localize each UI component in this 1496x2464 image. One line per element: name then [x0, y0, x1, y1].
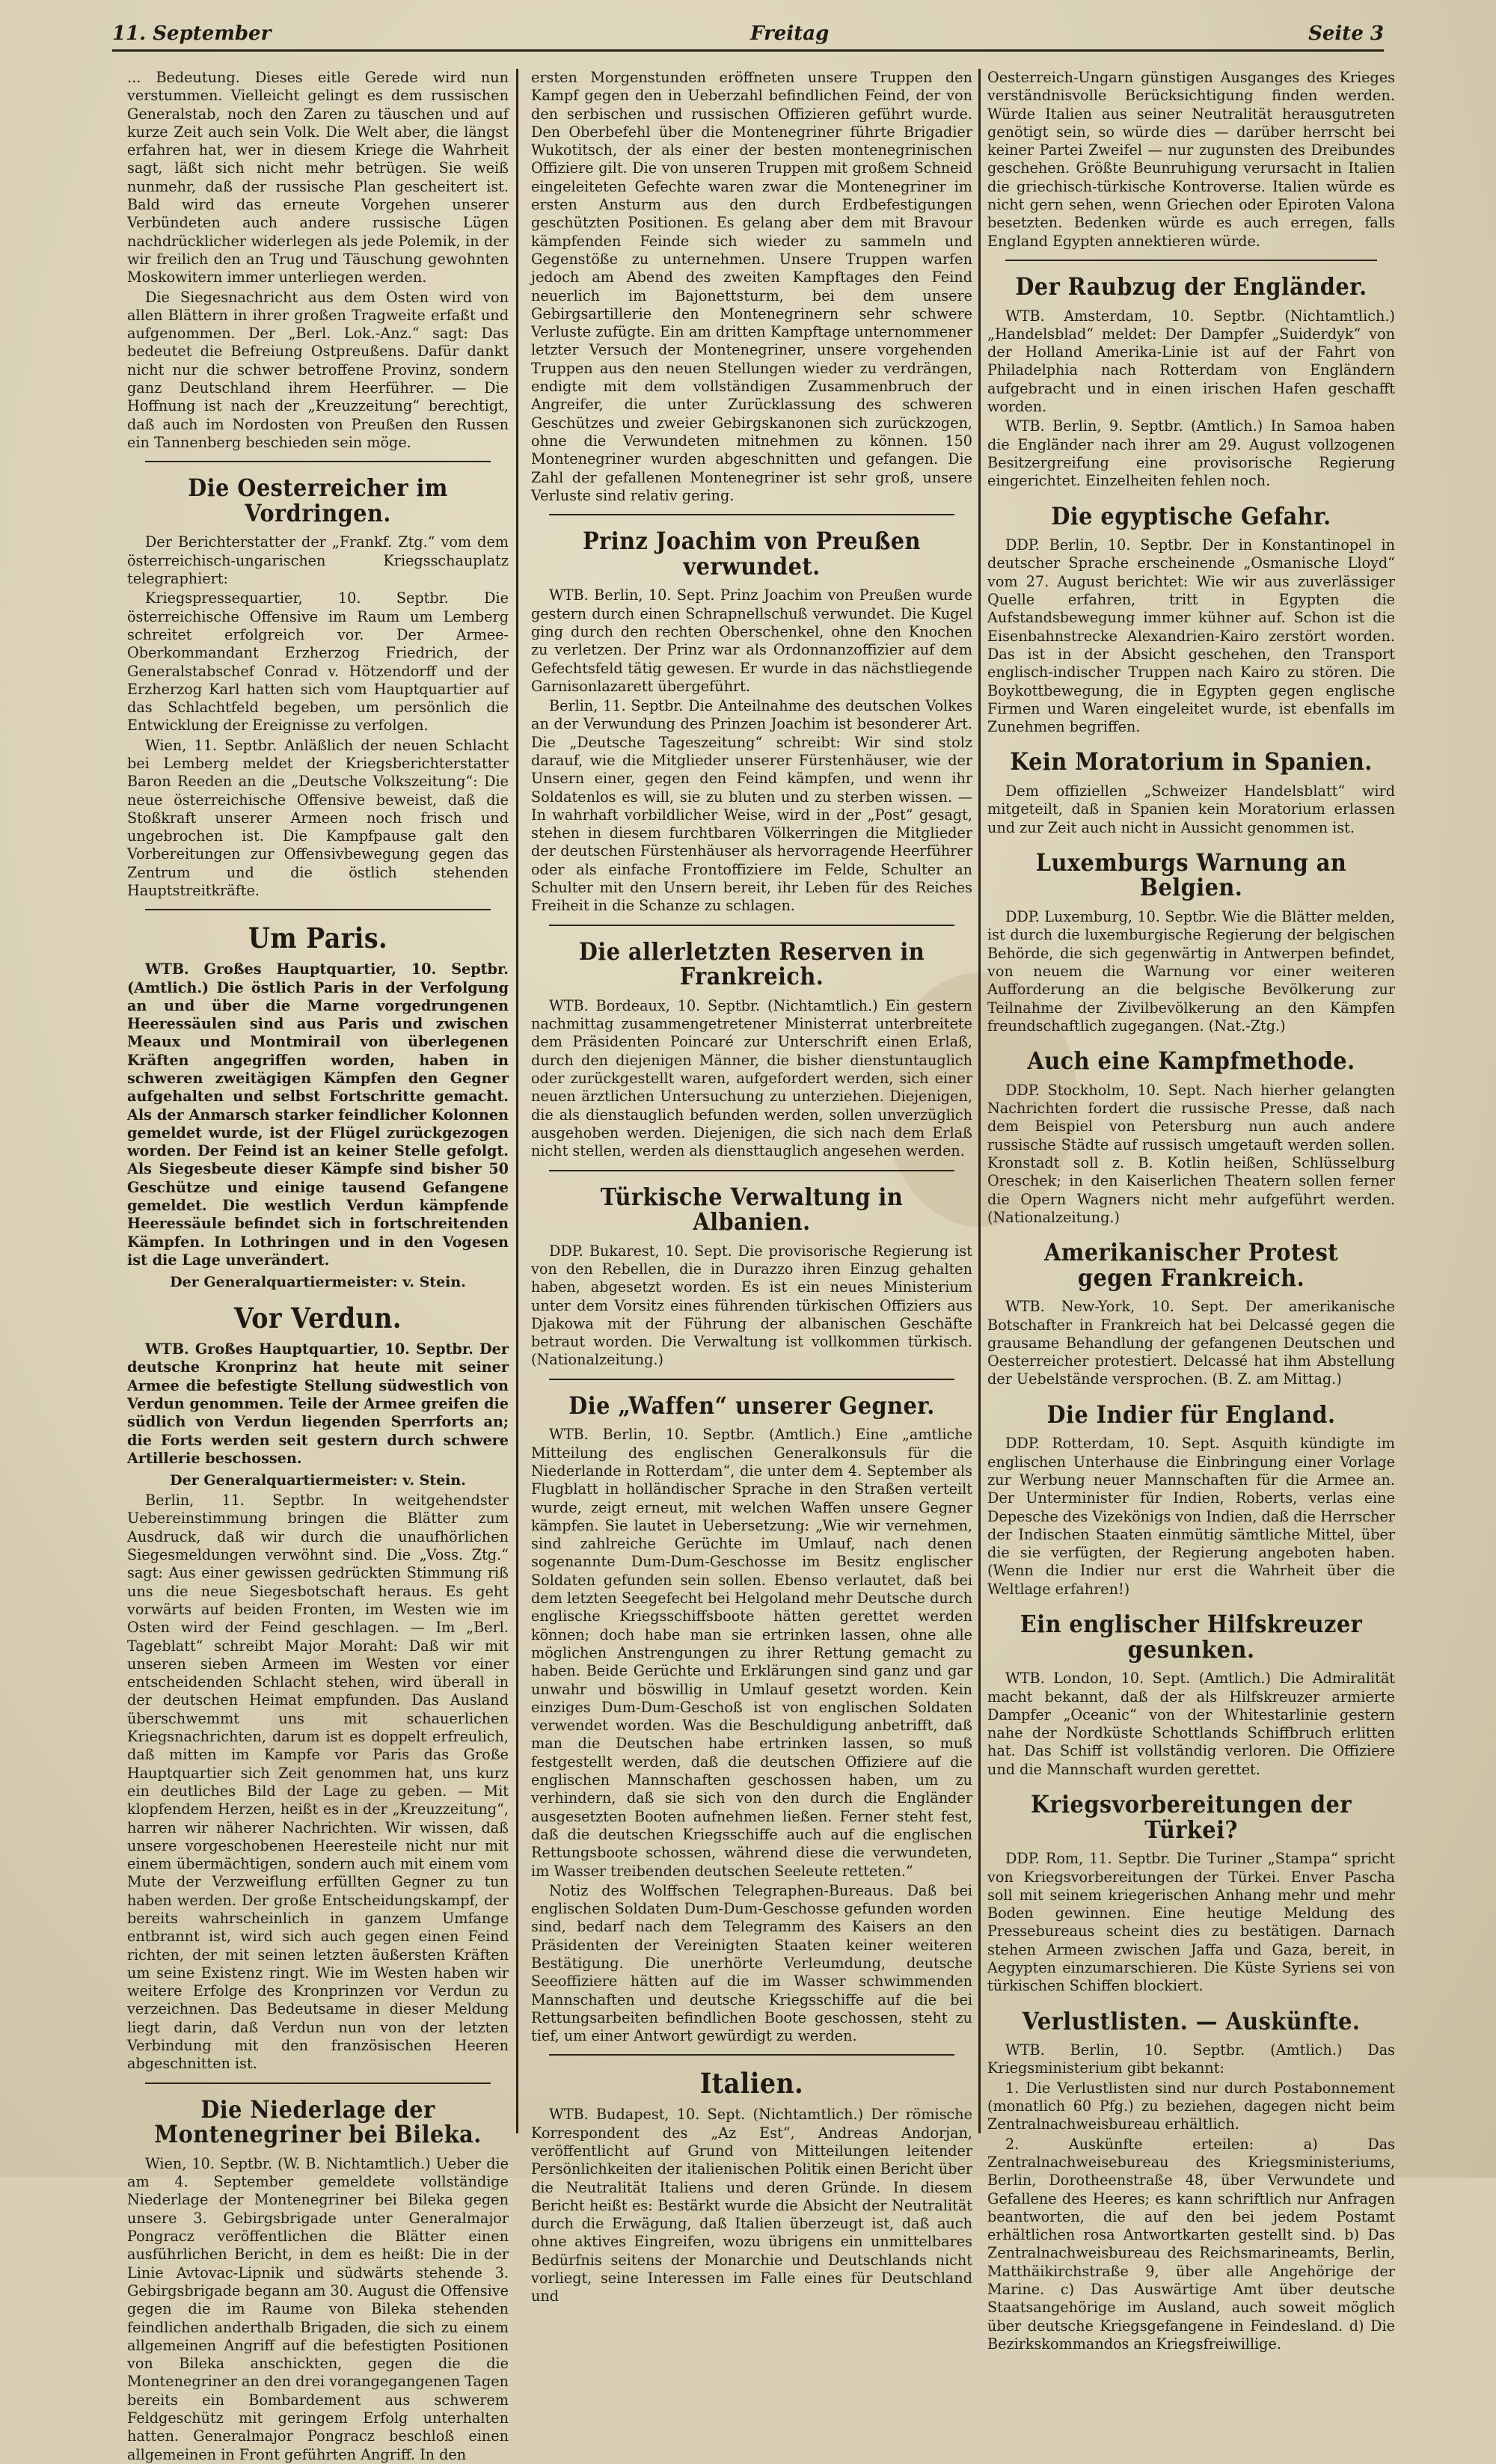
article-paragraph: Berlin, 11. Septbr. In weitgehendster Uebereinstimmung bringen die Blätter zum Ausdruck, daß wir durch die unaufhörlichen Siegesmeldungen verwöhnt sind. Die „Voss. Ztg.“ sagt: Aus einer gewissen gedrückten Stimmung riß uns die neue Siegesbotschaft heraus. Es geht vorwärts auf beiden Fronten, im Westen wie im Osten wird der Feind geschlagen. — Im „Berl. Tageblatt“ schreibt Major Moraht: Daß wir mit unseren sieben Armeen im Westen vor einer entscheidenden Schlacht stehen, wird überall in der deutschen Heimat empfunden. Das Ausland überschwemmt uns mit schauerlichen Kriegsnachrichten, darum ist es doppelt erfreulich, daß mitten im Kampfe vor Paris das Große Hauptquartier sich Zeit genommen hat, uns kurz ein deutliches Bild der Lage zu geben. — Mit klopfendem Herzen, heißt es in der „Kreuzzeitung“, harren wir näherer Nachrichten. Wir wissen, daß unsere vorgeschobenen Heeresteile nicht nur mit einem übermächtigen, sondern auch mit einem vom Mute der Verzweiflung erfüllten Gegner zu tun haben werden. Der große Entscheidungskampf, der bereits wahrscheinlich in ganzem Umfange entbrannt ist, wird sich auch gegen einen Feind richten, der mit seinen letzten äußersten Kräften um seine Existenz ringt. Wie im Westen haben wir weitere Erfolge des Kronprinzen vor Verdun zu verzeichnen. Das Bedeutsame in dieser Meldung liegt darin, daß Verdun nun von der letzten Verbindung mit den französischen Heeren abgeschnitten ist. — [127, 1492, 509, 2073]
article-paragraph: WTB. Berlin, 10. Septbr. (Amtlich.) Das Kriegsministerium gibt bekannt: — [987, 2041, 1395, 2077]
article-paragraph: Oesterreich-Ungarn günstigen Ausganges des Krieges verständnisvolle Berücksichtigung finden werden. Würde Italien aus seiner Neutralität herausgutreten genötigt sein, so würde dies — darüber herrscht bei keiner Partei Zweifel — nur zugunsten des Dreibundes geschehen. Größte Beunruhigung verursacht in Italien die griechisch-türkische Kontroverse. Italien würde es nicht gern sehen, wenn Griechen oder Epiroten Valona besetzten. Bedenken würde es auch erregen, falls England Egypten annektieren würde. — [987, 69, 1395, 250]
article-divider — [549, 1170, 954, 1171]
article-divider — [145, 461, 491, 462]
article-paragraph: 1. Die Verlustlisten sind nur durch Postabonnement (monatlich 60 Pfg.) zu beziehen, dagegen nicht beim Zentralnachweisbureau erhältlich. — [987, 2079, 1395, 2133]
article-headline: Kein Moratorium in Spanien. — [1010, 747, 1373, 776]
article-headline: Der Raubzug der Engländer. — [1015, 272, 1367, 301]
article-headline: Italien. — [699, 2067, 804, 2100]
article-headline: Verlustlisten. — Auskünfte. — [1022, 2006, 1361, 2035]
article-amerikanischer-protest — [987, 1240, 1395, 1389]
column-rule — [978, 69, 981, 2133]
article-paragraph: WTB. London, 10. Sept. (Amtlich.) Die Admiralität macht bekannt, daß der als Hilfskreuzer armierte Dampfer „Oceanic“ von der Whitestarlinie gestern nahe der Nordküste Schottlands Schiffbruch erlitten hat. Das Schiff ist vollständig verloren. Die Offiziere und die Mannschaft wurden gerettet. — [987, 1670, 1395, 1778]
article-divider — [145, 2083, 491, 2084]
article-headline: Die egyptische Gefahr. — [1051, 501, 1331, 530]
article-paragraph: WTB. Großes Hauptquartier, 10. Septbr. Der deutsche Kronprinz hat heute mit seiner Armee die befestigte Stellung südwestlich von Verdun genommen. Teile der Armee greifen die südlich von Verdun liegenden Sperrforts an; die Forts werden seit gestern durch schwere Artillerie beschossen. — [127, 1340, 509, 1467]
article-paragraph: ... Bedeutung. Dieses eitle Gerede wird nun verstummen. Vielleicht gelingt es dem russischen Generalstab, noch den Zaren zu täuschen und auf kurze Zeit auch sein Volk. Die Welt aber, die längst erfahren hat, wer in diesem Kriege die Wahrheit sagt, läßt sich nicht mehr betrügen. Sie weiß nunmehr, daß der russische Plan gescheitert ist. Bald wird das erneute Vorgehen unserer Verbündeten auch andere russische Lügen nachdrücklicher widerlegen als jede Polemik, in der wir freilich den an Trug und Täuschung gewohnten Moskowitern immer unterliegen werden. — [127, 69, 509, 286]
article-divider — [145, 909, 491, 910]
article-montenegriner — [127, 2094, 509, 2464]
article-divider — [549, 925, 954, 926]
article-paragraph: WTB. Bordeaux, 10. Septbr. (Nichtamtlich.) Ein gestern nachmittag zusammengetretener Ministerrat unterbreitete dem Präsidenten Poincaré zur Unterschrift einen Erlaß, durch den diejenigen Männer, die bisher dienstuntauglich oder zurückgestellt waren, aufgefordert werden, sich einer neuen ärztlichen Untersuchung zu unterziehen. Diejenigen, die als dienstauglich befunden werden, sollen unverzüglich ausgehoben werden. Diejenigen, die sich nach dem Erlaß nicht stellen, werden als diensttauglich angesehen werden. — [531, 996, 972, 1160]
article-albanien — [531, 1182, 972, 1370]
article-paragraph: Wien, 10. Septbr. (W. B. Nichtamtlich.) Ueber die am 4. September gemeldete vollständige Niederlage der Montenegriner bei Bileka gegen unsere 3. Gebirgsbrigade unter Generalmajor Pongracz veröffentlichen die Blätter einen ausführlichen Bericht, in dem es heißt: Die in der Linie Avtovac-Lipnik und südwärts stehende 3. Gebirgsbrigade begann am 30. August die Offensive gegen die im Raume von Bileka stehenden feindlichen anderthalb Brigaden, die sich zu einem allgemeinen Angriff auf die befestigten Positionen von Bileka anschickten, gegen die die Montenegriner an den drei vorangegangenen Tagen bereits ein Bombardement aus schwerem Feldgeschütz mit geringem Erfolg unterhalten hatten. Generalmajor Pongracz beschloß einen allgemeinen in Front geführten Angriff. In den — [127, 2154, 509, 2463]
article-luxemburg — [987, 848, 1395, 1035]
article-paragraph: Der Berichterstatter der „Frankf. Ztg.“ vom dem österreichisch-ungarischen Kriegsschauplatz telegraphiert: — [127, 533, 509, 588]
article-divider — [1005, 260, 1377, 261]
article-vor-verdun — [127, 1304, 509, 2073]
article-paragraph: WTB. Berlin, 10. Septbr. (Amtlich.) Eine „amtliche Mitteilung des englischen Generalkonsuls für die Niederlande in Rotterdam“, die unter dem 4. September als Flugblatt in holländischer Sprache in den Straßen verteilt wurde, zeigt erneut, mit welchen Waffen unsere Gegner kämpfen. Sie lautet in Uebersetzung: „Wie wir vernehmen, sind zahlreiche Gerüchte im Umlauf, nach denen sogenannte Dum-Dum-Geschosse im Besitz englischer Soldaten gefunden sein sollen. Ebenso verlautet, daß bei dem letzten Seegefecht bei Helgoland mehr Deutsche durch englische Kriegsschiffsboote hätten gerettet werden können; doch habe man sie ertrinken lassen, ohne alle möglichen Anstrengungen zu ihrer Rettung gemacht zu haben. Beide Gerüchte und Erklärungen sind ganz und gar unwahr und böswillig in Umlauf gesetzt worden. Kein einziges Dum-Dum-Geschoß ist von englischen Soldaten verwendet worden. Was die Beschuldigung anbetrifft, daß man die Deutschen habe ertrinken lassen, so muß festgestellt werden, daß die deutschen Offiziere auf die englischen Mannschaften geschossen haben, um zu verhindern, daß sie sich von den durch die Engländer ausgesetzten Booten aufnehmen ließen. Ferner steht fest, daß die deutschen Kriegsschiffe auch auf die englischen Rettungsboote schossen, während diese die verwundeten, im Wasser treibenden deutschen Seeleute retteten.“ — [531, 1426, 972, 1880]
column-3 — [987, 69, 1395, 2353]
article-paragraph: ersten Morgenstunden eröffneten unsere Truppen den Kampf gegen den in Ueberzahl befindlichen Feind, der von den serbischen und russischen Offizieren geführt wurde. Den Oberbefehl über die Montenegriner führte Brigadier Wukotitsch, der als einer der besten montenegrinischen Offiziere gilt. Die von unseren Truppen mit großem Schneid eingeleiteten Gefechte waren zwar die Montenegriner im ersten Ansturm aus den durch Erdbefestigungen geschützten Positionen. Es gelang aber dem mit Bravour kämpfenden Feinde sich wieder zu sammeln und Gegenstöße zu unternehmen. Unsere Truppen warfen jedoch am Abend des zweiten Kampftages den Feind neuerlich im Bajonettsturm, bei dem unsere Gebirgsartillerie den Montenegrinern sehr schwere Verluste zufügte. Ein am dritten Kampftage unternommener letzter Versuch der Montenegriner, unsere vorgehenden Truppen aus den neuen Stellungen wieder zu verdrängen, endigte mit dem vollständigen Zusammenbruch der Angreifer, die unter Zurücklassung des schweren Geschützes und zweier Gebirgskanonen sich zurückzogen, ohne die Verwundeten mitnehmen zu können. 150 Montenegriner wurden abgeschnitten und gefangen. Die Zahl der gefallenen Montenegriner ist sehr groß, unsere Verluste sind relativ gering. — [531, 69, 972, 504]
article-divider — [549, 1379, 954, 1380]
article-divider — [549, 2054, 954, 2056]
article-paragraph: DDP. Stockholm, 10. Sept. Nach hierher gelangten Nachrichten fordert die russische Presse, daß nach dem Beispiel von Petersburg nun auch andere russische Städte auf russisch umgetauft werden sollen. Kronstadt soll z. B. Kotlin heißen, Schlüsselburg Oreschek; in den Kaiserlichen Theatern sollen ferner die Opern Wagners nicht mehr aufgeführt werden. (Nationalzeitung.) — [987, 1081, 1395, 1226]
article-headline: Die allerletzten Reserven in Frankreich. — [578, 937, 925, 991]
article-headline: Türkische Verwaltung in Albanien. — [600, 1182, 904, 1236]
article-um-paris — [127, 924, 509, 1290]
column-rule — [516, 69, 518, 2133]
article-paragraph: WTB. Budapest, 10. Sept. (Nichtamtlich.) Der römische Korrespondent des „Az Est“, Andreas Andorjan, veröffentlicht auf Grund von Mitteilungen leitender Persönlichkeiten der italienischen Politik einen Bericht über die Neutralität Italiens und deren Gründe. In diesem Bericht heißt es: Bestärkt wurde die Absicht der Neutralität durch die Erwägung, daß Italien überzeugt ist, daß auch ohne aktives Eingreifen, wozu übrigens ein unmittelbares Bedürfnis seitens der Monarchie und Deutschlands nicht vorliegt, seine Interessen im Falle eines für Deutschland und — [531, 2106, 972, 2305]
article-italien — [531, 2069, 972, 2305]
article-paragraph: DDP. Bukarest, 10. Sept. Die provisorische Regierung ist von den Rebellen, die in Durazzo ihren Einzug gehalten haben, abgesetzt worden. Es ist ein neues Ministerium unter dem Vorsitz eines führenden türkischen Offiziers aus Djakowa mit der Führung der albanischen Geschäfte betraut worden. Die Verwaltung ist vollkommen türkisch. (Nationalzeitung.) — [531, 1242, 972, 1369]
article-paragraph: WTB. Großes Hauptquartier, 10. Septbr. (Amtlich.) Die östlich Paris in der Verfolgung an und über die Marne vorgedrungenen Heeressäulen sind aus Paris und zwischen Meaux und Montmirail von überlegenen Kräften angegriffen worden, haben in schweren zweitägigen Kämpfen den Gegner aufgehalten und selbst Fortschritte gemacht. Als der Anmarsch starker feindlicher Kolonnen gemeldet wurde, ist der Flügel zurückgezogen worden. Der Feind ist an keiner Stelle gefolgt. Als Siegesbeute dieser Kämpfe sind bisher 50 Geschütze und einige tausend Gefangene gemeldet. Die westlich Verdun kämpfende Heeressäule befindet sich in fortschreitenden Kämpfen. In Lothringen und in den Vogesen ist die Lage unverändert. — [127, 960, 509, 1269]
article-continuation — [531, 69, 972, 505]
article-headline: Vor Verdun. — [234, 1302, 402, 1335]
article-headline: Die Niederlage der Montenegriner bei Bileka. — [154, 2094, 482, 2149]
article-paragraph: DDP. Luxemburg, 10. Septbr. Wie die Blätter melden, ist durch die luxemburgische Regierung der belgischen Behörde, die sich gegenwärtig in Antwerpen befindet, von neuem die Warnung vor einer weiteren Aufforderung an die belgische Bevölkerung zur Teilnahme der Zivilbevölkerung an den Kämpfen freundschaftlich zugegangen. (Nat.-Ztg.) — [987, 908, 1395, 1035]
article-paragraph: DDP. Berlin, 10. Septbr. Der in Konstantinopel in deutscher Sprache erscheinende „Osmanische Lloyd“ vom 27. August berichtet: Wie wir aus zuverlässiger Quelle erfahren, tritt in Egypten die Aufstandsbewegung immer kühner auf. Schon ist die Eisenbahnstrecke Alexandrien-Kairo zerstört worden. Das ist in der Absicht geschehen, den Transport englisch-indischer Truppen nach Kairo zu stören. Die Boykottbewegung, die in Egypten gegen englische Firmen und Waren eingeleitet wurde, ist ebenfalls im Zunehmen begriffen. — [987, 536, 1395, 736]
article-headline: Um Paris. — [248, 922, 388, 955]
article-divider — [549, 514, 954, 515]
article-signature: Der Generalquartiermeister: v. Stein. — [170, 1274, 466, 1291]
article-waffen-gegner — [531, 1391, 972, 2046]
article-indier — [987, 1400, 1395, 1599]
article-headline: Prinz Joachim von Preußen verwundet. — [583, 527, 921, 580]
article-oesterreicher — [127, 476, 509, 900]
issue-date: 11. September — [112, 22, 272, 45]
article-paragraph: 2. Auskünfte erteilen: a) Das Zentralnachweisebureau des Kriegsministeriums, Berlin, Dorotheenstraße 48, über Verwundete und Gefallene des Heeres; es kann schriftlich nur Anfragen beantworten, die auf den bei jedem Postamt erhältlichen rosa Antwortkarten gestellt sind. b) Das Zentralnachweisbureau des Reichsmarineamts, Berlin, Matthäikirchstraße 9, über alle Angehörige der Marine. c) Das Auswärtige Amt über deutsche Staatsangehörige im Ausland, auch soweit möglich über deutsche Kriegsgefangene in Feindesland. d) Die Bezirkskommandos an Kriegsfreiwillige. — [987, 2135, 1395, 2353]
article-signature: Der Generalquartiermeister: v. Stein. — [170, 1472, 466, 1489]
article-headline: Die Indier für England. — [1046, 1400, 1336, 1429]
article-tuerkei — [987, 1792, 1395, 1996]
article-paragraph: DDP. Rom, 11. Septbr. Die Turiner „Stampa“ spricht von Kriegsvorbereitungen der Türkei. Enver Pascha soll mit seinem kriegerischen Anhang mehr und mehr Boden gewinnen. Eine heutige Meldung des Pressebureaus scheint dies zu bestätigen. Darnach stehen Armeen zwischen Jaffa und Gaza, bereit, in Aegypten einzumarschieren. Die Küste Syriens sei von türkischen Schiffen blockiert. — [987, 1850, 1395, 1995]
masthead — [112, 7, 1384, 52]
article-paragraph: Notiz des Wolffschen Telegraphen-Bureaus. Daß bei englischen Soldaten Dum-Dum-Geschosse gefunden worden sind, bedarf nach dem Telegramm des Kaisers an den Präsidenten der Vereinigten Staaten keiner weiteren Bestätigung. Die unerhörte Verleumdung, deutsche Seeoffiziere hätten auf die im Wasser schwimmenden Mannschaften und deutsche Kriegsschiffe auf die bei Rettungsarbeiten befindlichen Boote geschossen, steht zu tief, um einer Antwort gewürdigt zu werden. — [531, 1881, 972, 2045]
article-kampfmethode — [987, 1046, 1395, 1227]
article-reserven-frankreich — [531, 937, 972, 1161]
article-paragraph: Wien, 11. Septbr. Anläßlich der neuen Schlacht bei Lemberg meldet der Kriegsberichterstatter Baron Reeden an die „Deutsche Volkszeitung“: Die neue österreichische Offensive beweist, daß die Stoßkraft unserer Armeen noch frisch und ungebrochen ist. Die Kampfpause galt den Vorbereitungen zur Offensivbewegung gegen das Zentrum und die östlich stehenden Hauptstreitkräfte. — [127, 736, 509, 900]
article-verlustlisten — [987, 2006, 1395, 2354]
article-paragraph: Berlin, 11. Septbr. Die Anteilnahme des deutschen Volkes an der Verwundung des Prinzen Joachim ist besonderer Art. Die „Deutsche Tageszeitung“ schreibt: Wir sind stolz darauf, wie die Mitglieder unserer Fürstenhäuser, wie der Unsern einer, gegen den Feind kämpfen, und wenn ihr Soldatenlos es will, sie zu bluten und zu sterben wissen. — In wahrhaft vorbildlicher Weise, wird in der „Post“ gesagt, stehen in diesem furchtbaren Völkerringen die Mitglieder der deutschen Fürstenhäuser als hervorragende Heerführer oder als einfache Frontoffiziere im Felde, Schulter an Schulter mit den Unsern bereit, ihr Leben für des Reiches Freiheit in die Schanze zu schlagen. — [531, 697, 972, 915]
article-paragraph: WTB. Berlin, 9. Septbr. (Amtlich.) In Samoa haben die Engländer nach ihrer am 29. August vollzogenen Besitzergreifung eine provisorische Regierung eingerichtet. Einzelheiten fehlen noch. — [987, 417, 1395, 490]
article-raubzug — [987, 272, 1395, 491]
article-headline: Luxemburgs Warnung an Belgien. — [1035, 848, 1347, 902]
article-headline: Amerikanischer Protest gegen Frankreich. — [1043, 1238, 1339, 1292]
article-headline: Kriegsvorbereitungen der Türkei? — [1031, 1790, 1352, 1844]
article-paragraph: Die Siegesnachricht aus dem Osten wird von allen Blättern in ihrer großen Tragweite erfaßt und aufgenommen. Der „Berl. Lok.-Anz.“ sagt: Das bedeutet die Befreiung Ostpreußens. Dafür dankt nicht nur die schwer betroffene Provinz, sondern ganz Deutschland ihrem Heerführer. — Die Hoffnung ist nach der „Kreuzzeitung“ berechtigt, daß auch im Nordosten von Preußen den Russen ein Tannenberg beschieden sein möge. — [127, 288, 509, 451]
column-2 — [531, 69, 972, 2305]
article-headline: Auch eine Kampfmethode. — [1027, 1046, 1355, 1076]
article-paragraph: WTB. Berlin, 10. Sept. Prinz Joachim von Preußen wurde gestern durch einen Schrapnellschuß verwundet. Die Kugel ging durch den rechten Oberschenkel, ohne den Knochen zu verletzen. Der Prinz war als Ordonnanzoffizier auf dem Gefechtsfeld tätig gewesen. Er wurde in das nächstliegende Garnisonlazarett übergeführt. — [531, 586, 972, 695]
article-prinz-joachim — [531, 529, 972, 916]
article-headline: Ein englischer Hilfskreuzer gesunken. — [1020, 1610, 1363, 1664]
article-headline: Die Oesterreicher im Vordringen. — [188, 474, 448, 527]
article-paragraph: Kriegspressequartier, 10. Septbr. Die österreichische Offensive im Raum um Lemberg schreitet erfolgreich vor. Der Armee-Oberkommandant Erzherzog Friedrich, der Generalstabschef Conrad v. Hötzendorff und der Erzherzog Karl hatten sich vom Hauptquartier auf das Schlachtfeld begeben, um persönlich die Entwicklung der Ereignisse zu verfolgen. — [127, 589, 509, 735]
article-headline: Die „Waffen“ unserer Gegner. — [568, 1391, 935, 1420]
article-egyptische-gefahr — [987, 501, 1395, 737]
article-paragraph: DDP. Rotterdam, 10. Sept. Asquith kündigte im englischen Unterhause die Einbringung einer Vorlage zur Werbung neuer Mannschaften für die Armee an. Der Unterminister für Indien, Roberts, verlas eine Depesche des Vizekönigs von Indien, daß die Herrscher der Indischen Staaten einmütig sämtliche Mittel, über die sie verfügten, der Regierung angeboten haben. (Wenn die Indier nur erst die Wahrheit über die Weltlage erfahren!) — [987, 1435, 1395, 1598]
article-moratorium — [987, 747, 1395, 836]
column-1 — [127, 69, 509, 2463]
article-paragraph: WTB. New-York, 10. Sept. Der amerikanische Botschafter in Frankreich hat bei Delcassé gegen die grausame Behandlung der gefangenen Deutschen und Oesterreicher protestiert. Delcassé hat ihm Abstellung der Uebelstände versprochen. (B. Z. am Mittag.) — [987, 1298, 1395, 1388]
article-continuation — [127, 69, 509, 452]
article-continuation — [987, 69, 1395, 251]
issue-day: Freitag — [750, 22, 830, 45]
article-paragraph: Dem offiziellen „Schweizer Handelsblatt“ wird mitgeteilt, daß in Spanien kein Moratorium erlassen und zur Zeit auch nicht in Aussicht genommen ist. — [987, 782, 1395, 836]
article-paragraph: WTB. Amsterdam, 10. Septbr. (Nichtamtlich.) „Handelsblad“ meldet: Der Dampfer „Suiderdyk“ von der Holland Amerika-Linie ist auf der Fahrt von Philadelphia nach Rotterdam von Engländern aufgebracht und in einen irischen Hafen geschafft worden. — [987, 307, 1395, 416]
article-hilfskreuzer — [987, 1612, 1395, 1779]
page-number: Seite 3 — [1308, 22, 1384, 45]
